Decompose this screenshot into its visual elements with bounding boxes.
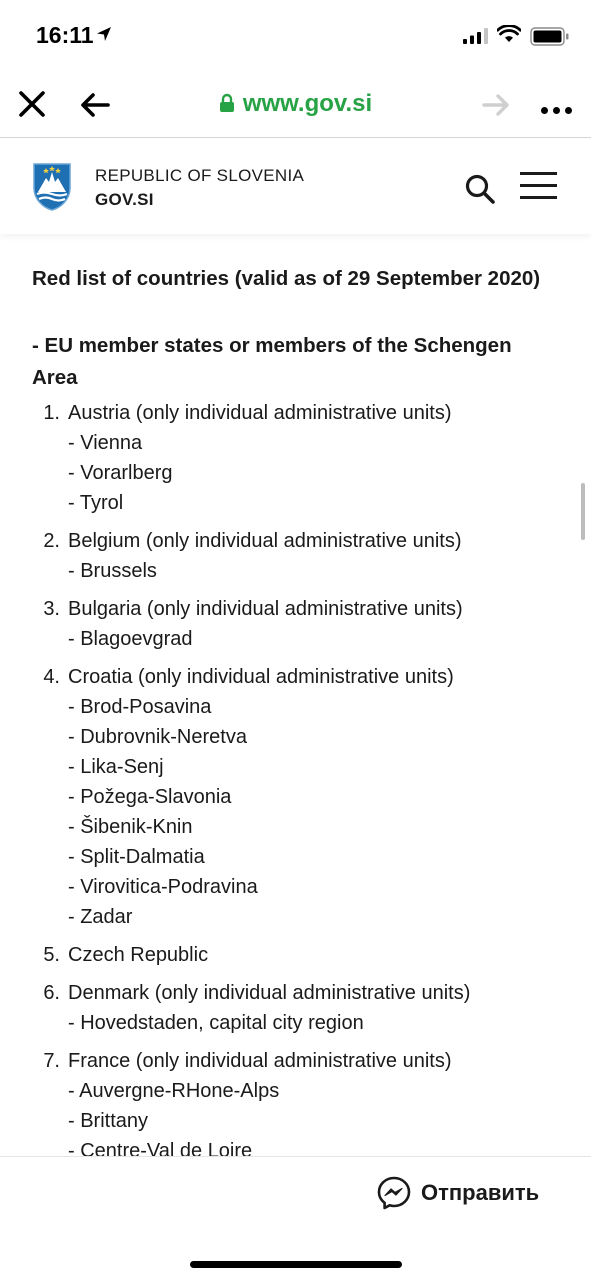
country-name: France (only individual administrative units) — [68, 1050, 452, 1072]
list-item-number: 6. — [43, 982, 60, 1004]
region-item: - Vienna — [68, 432, 143, 454]
region-item: - Vorarlberg — [68, 462, 173, 484]
country-name: Bulgaria (only individual administrative units) — [68, 598, 463, 620]
region-item: - Zadar — [68, 906, 133, 928]
region-item: - Brussels — [68, 560, 157, 582]
country-name: Belgium (only individual administrative units) — [68, 530, 462, 552]
wifi-icon — [497, 25, 521, 43]
region-item: - Lika-Senj — [68, 756, 164, 778]
signal-icon — [463, 28, 489, 44]
list-item-number: 5. — [43, 944, 60, 966]
status-bar — [0, 0, 591, 72]
status-time: 16:11 — [36, 22, 94, 48]
country-list — [32, 398, 572, 1156]
country-name: Denmark (only individual administrative units) — [68, 982, 471, 1004]
share-button[interactable] — [377, 1175, 539, 1211]
list-item-number: 2. — [43, 530, 60, 552]
share-label: Отправить — [421, 1180, 540, 1205]
region-item: - Auvergne-RHone-Alps — [68, 1080, 280, 1102]
battery-icon — [530, 27, 570, 46]
list-item — [32, 594, 572, 654]
region-item: - Tyrol — [68, 492, 124, 514]
bottom-bar — [0, 1156, 591, 1280]
search-icon[interactable] — [464, 173, 496, 205]
crest-logo[interactable] — [32, 162, 72, 212]
region-item: - Dubrovnik-Neretva — [68, 726, 247, 748]
site-name[interactable]: REPUBLIC OF SLOVENIA — [95, 166, 305, 185]
region-item: - Požega-Slavonia — [68, 786, 232, 808]
section-subheading: - EU member states or members of the Schengen Area — [32, 334, 512, 389]
list-item — [32, 1046, 572, 1156]
region-item: - Blagoevgrad — [68, 628, 193, 650]
site-header — [0, 139, 591, 234]
region-item: - Hovedstaden, capital city region — [68, 1012, 364, 1034]
list-item — [32, 662, 572, 932]
list-item-number: 7. — [43, 1050, 60, 1072]
region-item: - Brod-Posavina — [68, 696, 212, 718]
scrollbar[interactable] — [581, 483, 585, 540]
list-item — [32, 398, 572, 518]
page-heading: Red list of countries (valid as of 29 September 2020) — [32, 267, 541, 290]
url-text: www.gov.si — [242, 90, 373, 117]
menu-icon[interactable] — [520, 172, 557, 200]
region-item: - Šibenik-Knin — [68, 816, 193, 838]
list-item-number: 3. — [43, 598, 60, 620]
region-item: - Centre-Val de Loire — [68, 1140, 253, 1156]
main-content — [0, 234, 591, 1156]
list-item-number: 1. — [43, 402, 60, 424]
country-name: Czech Republic — [68, 944, 209, 966]
list-item — [32, 940, 572, 970]
list-item — [32, 526, 572, 586]
lock-icon — [219, 93, 235, 113]
more-icon[interactable] — [541, 101, 577, 119]
list-item-number: 4. — [43, 666, 60, 688]
home-indicator[interactable] — [190, 1261, 402, 1268]
region-item: - Virovitica-Podravina — [68, 876, 258, 898]
site-domain[interactable]: GOV.SI — [95, 190, 154, 209]
forward-arrow-icon — [482, 94, 510, 116]
browser-toolbar — [0, 72, 591, 138]
region-item: - Split-Dalmatia — [68, 846, 205, 868]
region-item: - Brittany — [68, 1110, 149, 1132]
location-arrow-icon — [96, 26, 112, 42]
country-name: Croatia (only individual administrative units) — [68, 666, 454, 688]
messenger-icon — [377, 1176, 411, 1210]
country-name: Austria (only individual administrative units) — [68, 402, 452, 424]
list-item — [32, 978, 572, 1038]
